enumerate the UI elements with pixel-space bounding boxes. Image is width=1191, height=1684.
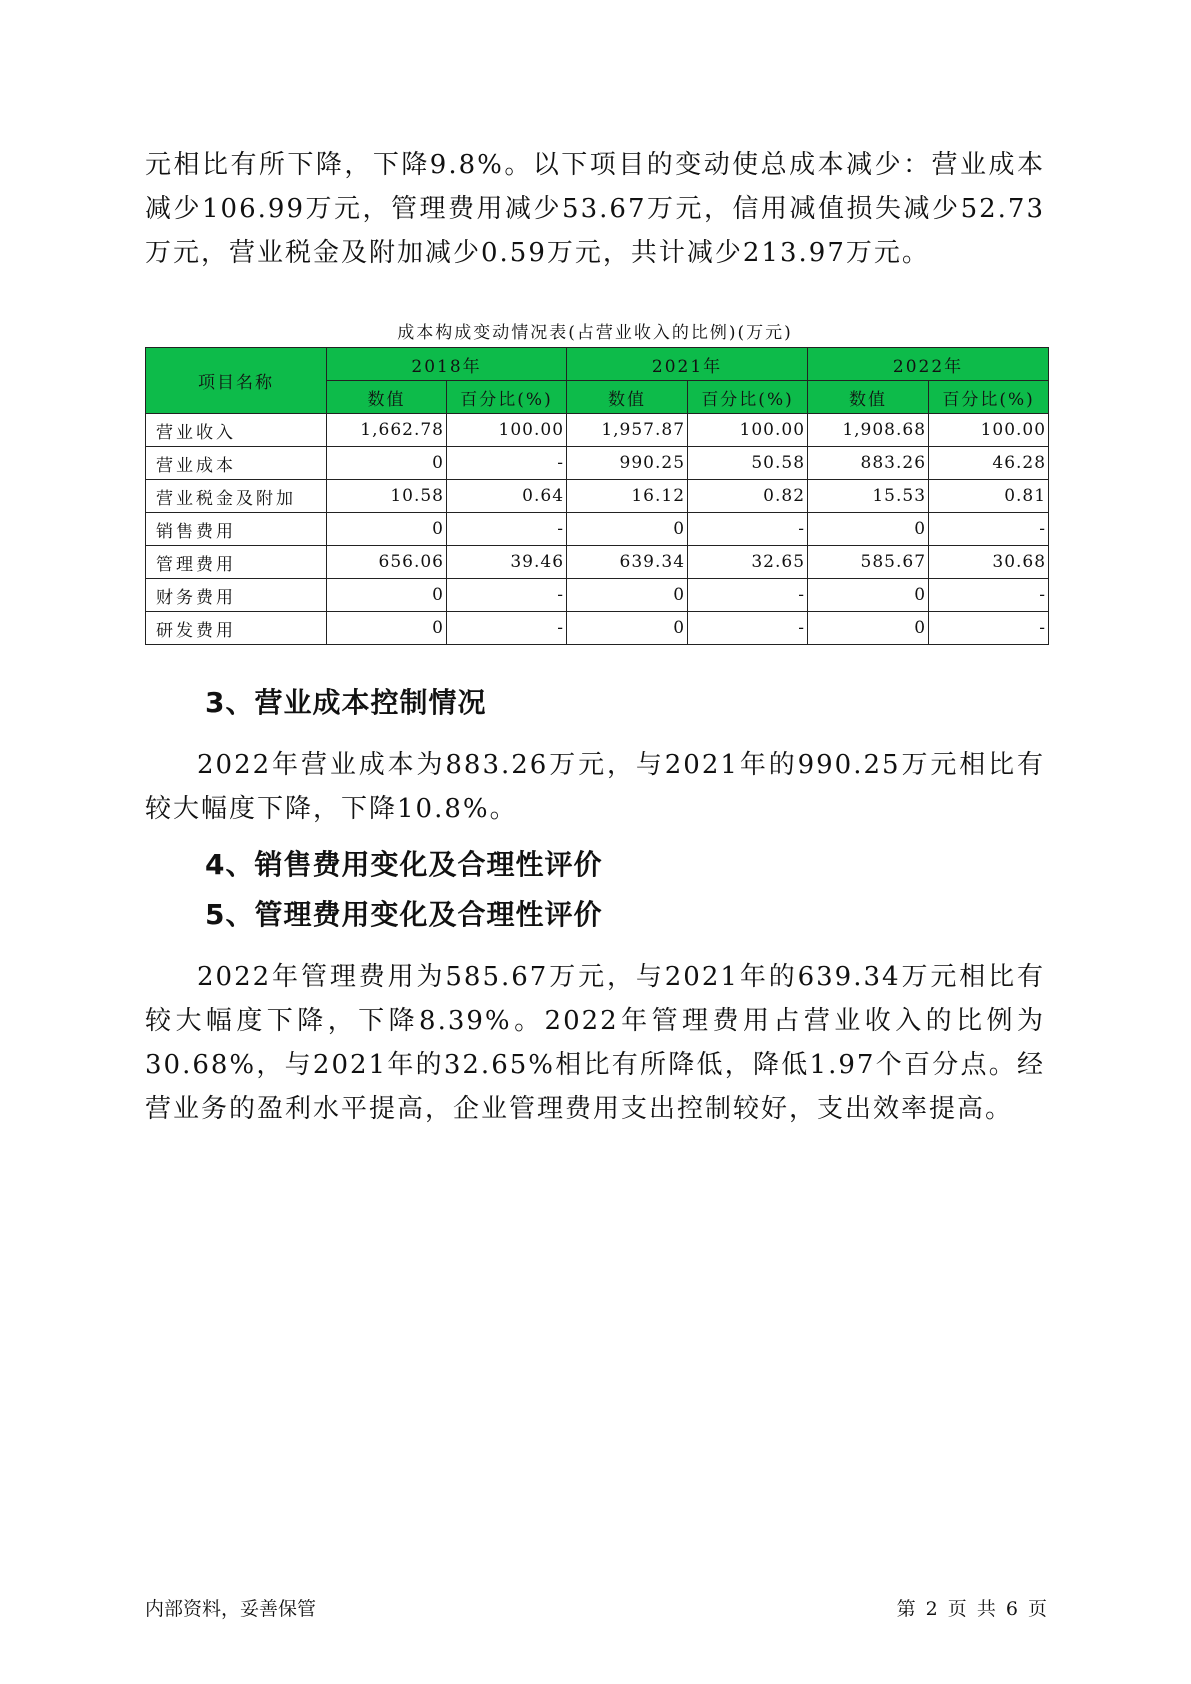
cell-value: 0 — [327, 612, 447, 645]
cell-percent: 0.81 — [929, 480, 1049, 513]
cell-value: 1,908.68 — [808, 414, 929, 447]
table-row — [146, 579, 1049, 612]
table-row — [146, 612, 1049, 645]
cell-percent: - — [929, 513, 1049, 546]
cell-percent: 30.68 — [929, 546, 1049, 579]
cell-percent: - — [688, 513, 808, 546]
cell-value: 0 — [327, 513, 447, 546]
cell-percent: 100.00 — [688, 414, 808, 447]
table-row — [146, 447, 1049, 480]
header-item-name: 项目名称 — [146, 348, 327, 414]
cell-value: 990.25 — [567, 447, 688, 480]
header-year-2021: 2021年 — [567, 348, 808, 381]
cell-value: 0 — [567, 612, 688, 645]
cell-percent: 100.00 — [929, 414, 1049, 447]
row-label: 营业税金及附加 — [146, 480, 327, 513]
cell-value: 15.53 — [808, 480, 929, 513]
cell-value: 1,662.78 — [327, 414, 447, 447]
header-value: 数值 — [327, 381, 447, 414]
row-label: 营业收入 — [146, 414, 327, 447]
cell-value: 16.12 — [567, 480, 688, 513]
section3-body: 2022年营业成本为883.26万元，与2021年的990.25万元相比有较大幅度下降，下降10.8%。 — [145, 750, 1045, 824]
section5-body: 2022年管理费用为585.67万元，与2021年的639.34万元相比有较大幅度下降，下降8.39%。2022年管理费用占营业收入的比例为30.68%，与2021年的32.65%相比有所降低，降低1.97个百分点。经营业务的盈利水平提高，企业管理费用支出控制较好，支出效率提高。 — [145, 962, 1045, 1124]
cell-percent: 100.00 — [447, 414, 567, 447]
cell-value: 0 — [327, 579, 447, 612]
cell-percent: 50.58 — [688, 447, 808, 480]
footer-page-number: 第 2 页 共 6 页 — [896, 1598, 1049, 1620]
row-label: 研发费用 — [146, 612, 327, 645]
section3-heading: 3、营业成本控制情况 — [205, 686, 487, 719]
cell-value: 0 — [567, 513, 688, 546]
cell-percent: - — [929, 612, 1049, 645]
header-percent: 百分比(%) — [447, 381, 567, 414]
cell-percent: 46.28 — [929, 447, 1049, 480]
header-value: 数值 — [808, 381, 929, 414]
row-label: 财务费用 — [146, 579, 327, 612]
cell-value: 10.58 — [327, 480, 447, 513]
cell-percent: - — [447, 612, 567, 645]
cell-percent: - — [929, 579, 1049, 612]
cell-value: 639.34 — [567, 546, 688, 579]
cell-percent: 0.64 — [447, 480, 567, 513]
cell-percent: 39.46 — [447, 546, 567, 579]
row-label: 销售费用 — [146, 513, 327, 546]
header-percent: 百分比(%) — [688, 381, 808, 414]
cell-value: 883.26 — [808, 447, 929, 480]
cell-percent: - — [447, 447, 567, 480]
cell-value: 585.67 — [808, 546, 929, 579]
cell-value: 656.06 — [327, 546, 447, 579]
cell-percent: - — [688, 579, 808, 612]
cell-value: 0 — [808, 612, 929, 645]
header-year-2018: 2018年 — [327, 348, 567, 381]
cost-structure-table — [145, 347, 1049, 645]
row-label: 管理费用 — [146, 546, 327, 579]
header-year-2022: 2022年 — [808, 348, 1049, 381]
section5-heading: 5、管理费用变化及合理性评价 — [205, 898, 603, 931]
table-row — [146, 513, 1049, 546]
table-header-row-years — [146, 348, 1049, 381]
cell-percent: - — [688, 612, 808, 645]
table-row — [146, 414, 1049, 447]
cell-percent: 0.82 — [688, 480, 808, 513]
cell-value: 0 — [808, 513, 929, 546]
header-value: 数值 — [567, 381, 688, 414]
cell-value: 1,957.87 — [567, 414, 688, 447]
intro-paragraph: 元相比有所下降，下降9.8%。以下项目的变动使总成本减少：营业成本减少106.99万元，管理费用减少53.67万元，信用减值损失减少52.73万元，营业税金及附加减少0.59万元，共计减少213.97万元。 — [145, 150, 1045, 268]
section4-heading: 4、销售费用变化及合理性评价 — [205, 848, 603, 881]
row-label: 营业成本 — [146, 447, 327, 480]
header-percent: 百分比(%) — [929, 381, 1049, 414]
cell-percent: - — [447, 579, 567, 612]
cell-value: 0 — [327, 447, 447, 480]
cell-percent: - — [447, 513, 567, 546]
table-caption: 成本构成变动情况表(占营业收入的比例)(万元) — [397, 323, 793, 343]
table-row — [146, 546, 1049, 579]
cell-percent: 32.65 — [688, 546, 808, 579]
cell-value: 0 — [567, 579, 688, 612]
footer-confidential-note: 内部资料，妥善保管 — [145, 1598, 317, 1620]
cell-value: 0 — [808, 579, 929, 612]
table-row — [146, 480, 1049, 513]
